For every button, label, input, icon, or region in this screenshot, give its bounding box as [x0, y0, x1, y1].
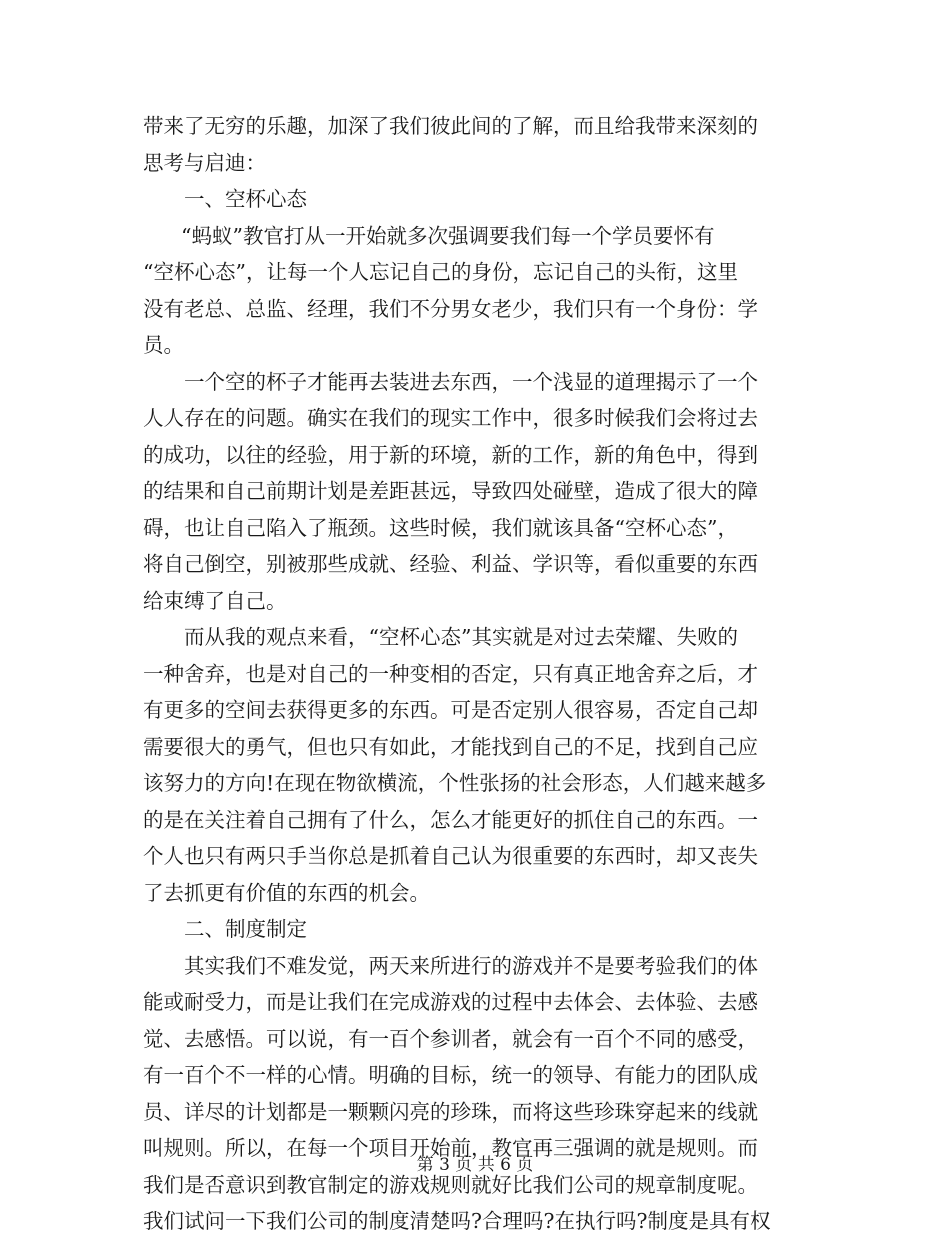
- text-line: 给束缚了自己。: [143, 588, 287, 613]
- text-line: 一种舍弃，也是对自己的一种变相的否定，只有真正地舍弃之后，才: [143, 661, 758, 686]
- text-line: “空杯心态”，让每一个人忘记自己的身份，忘记自己的头衔，这里: [143, 260, 738, 284]
- text-line: 该努力的方向!在现在物欲横流，个性张扬的社会形态，人们越来越多: [143, 771, 767, 795]
- text-line: 员。: [143, 333, 184, 357]
- text-line: 的是在关注着自己拥有了什么，怎么才能更好的抓住自己的东西。一: [143, 807, 758, 832]
- text-line: 能或耐受力，而是让我们在完成游戏的过程中去体会、去体验、去感: [143, 990, 758, 1014]
- text-line: “蚂蚁”教官打从一开始就多次强调要我们每一个学员要怀有: [181, 223, 715, 248]
- text-line: 个人也只有两只手当你总是抓着自己认为很重要的东西时，却又丧失: [143, 844, 758, 868]
- text-line: 的结果和自己前期计划是差距甚远，导致四处碰壁，造成了很大的障: [143, 479, 758, 503]
- text-line: 人人存在的问题。确实在我们的现实工作中，很多时候我们会将过去: [143, 406, 758, 430]
- text-line: 一个空的杯子才能再去装进去东西，一个浅显的道理揭示了一个: [184, 369, 758, 394]
- page-number: 第 3 页 共 6 页: [416, 1155, 534, 1175]
- text-line: 叫规则。所以，在每一个项目开始前，教官再三强调的就是规则。而: [143, 1136, 758, 1160]
- text-line: 我们试问一下我们公司的制度清楚吗?合理吗?在执行吗?制度是具有权: [143, 1209, 771, 1233]
- text-line: 而从我的观点来看，“空杯心态”其实就是对过去荣耀、失败的: [184, 625, 738, 649]
- text-line: 带来了无穷的乐趣，加深了我们彼此间的了解，而且给我带来深刻的: [143, 114, 758, 138]
- text-line: 思考与启迪：: [143, 150, 266, 175]
- text-line: 有一百个不一样的心情。明确的目标，统一的领导、有能力的团队成: [143, 1063, 758, 1087]
- text-line: 我们是否意识到教官制定的游戏规则就好比我们公司的规章制度呢。: [143, 1172, 758, 1197]
- text-line: 觉、去感悟。可以说，有一百个参训者，就会有一百个不同的感受，: [143, 1026, 758, 1051]
- text-line: 需要很大的勇气，但也只有如此，才能找到自己的不足，找到自己应: [143, 734, 758, 759]
- text-line: 有更多的空间去获得更多的东西。可是否定别人很容易，否定自己却: [143, 698, 758, 722]
- text-line: 其实我们不难发觉，两天来所进行的游戏并不是要考验我们的体: [184, 953, 758, 978]
- text-line: 没有老总、总监、经理，我们不分男女老少，我们只有一个身份：学: [143, 296, 758, 321]
- section-heading: 一、空杯心态: [184, 187, 307, 211]
- text-line: 员、详尽的计划都是一颗颗闪亮的珍珠，而将这些珍珠穿起来的线就: [143, 1099, 758, 1124]
- text-line: 了去抓更有价值的东西的机会。: [143, 880, 430, 905]
- text-line: 碍，也让自己陷入了瓶颈。这些时候，我们就该具备“空杯心态”，: [143, 515, 738, 540]
- section-heading: 二、制度制定: [184, 917, 307, 941]
- text-line: 的成功，以往的经验，用于新的环境，新的工作，新的角色中，得到: [143, 442, 758, 467]
- text-line: 将自己倒空，别被那些成就、经验、利益、学识等，看似重要的东西: [143, 552, 758, 576]
- document-body: [143, 108, 807, 1240]
